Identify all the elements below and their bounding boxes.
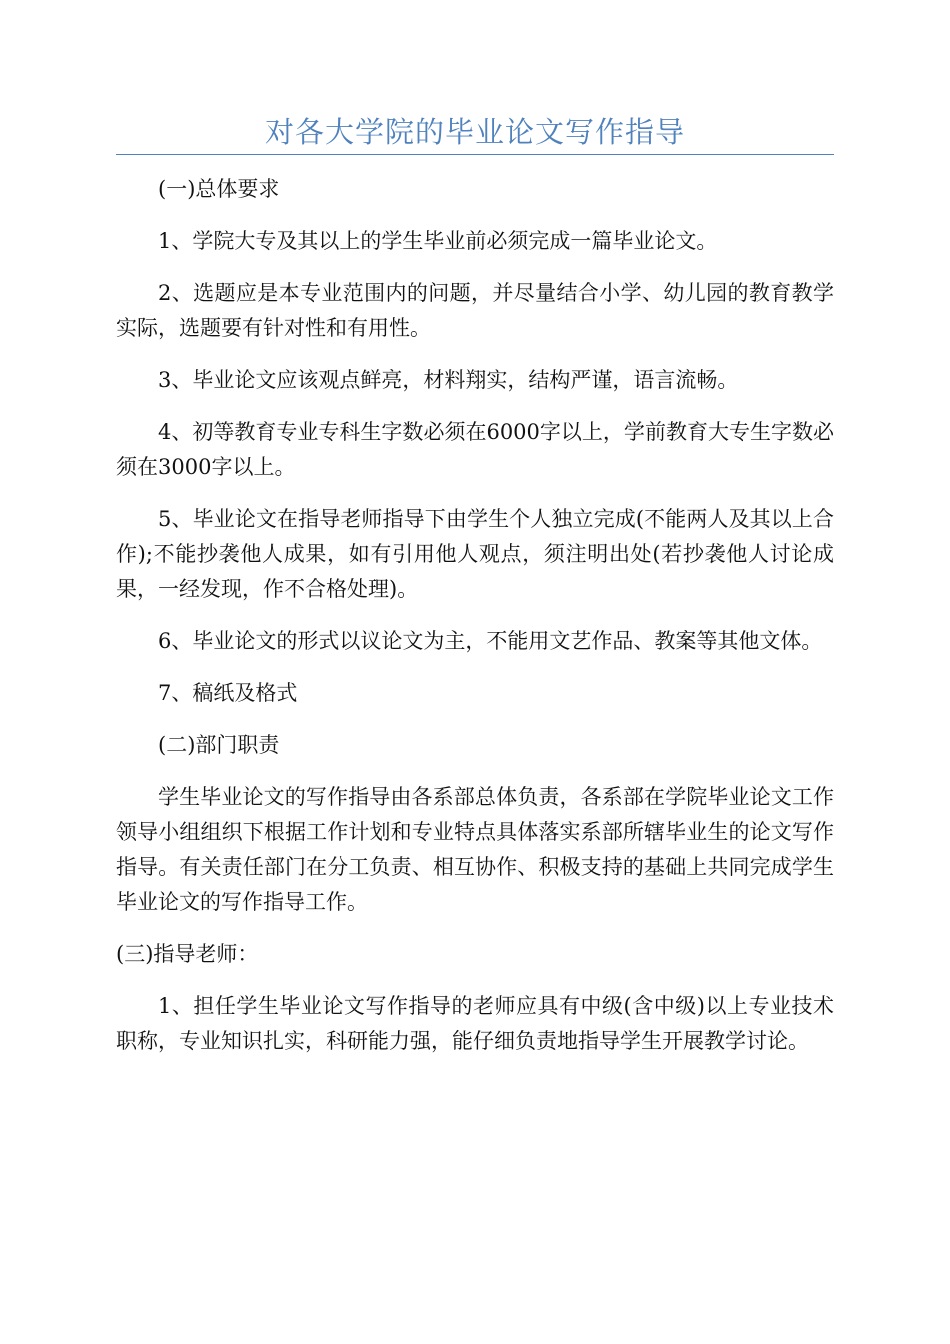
paragraph: 1、担任学生毕业论文写作指导的老师应具有中级(含中级)以上专业技术职称，专业知识扎实，科研能力强，能仔细负责地指导学生开展教学讨论。 — [116, 994, 834, 1053]
title-underline — [116, 154, 834, 155]
paragraph: 6、毕业论文的形式以议论文为主，不能用文艺作品、教案等其他文体。 — [158, 629, 823, 653]
paragraph: 学生毕业论文的写作指导由各系部总体负责，各系部在学院毕业论文工作领导小组组织下根据工作计划和专业特点具体落实系部所辖毕业生的论文写作指导。有关责任部门在分工负责、相互协作、积极支持的基础上共同完成学生毕业论文的写作指导工作。 — [116, 785, 834, 914]
paragraph: 4、初等教育专业专科生字数必须在6000字以上，学前教育大专生字数必须在3000字以上。 — [116, 420, 834, 479]
document-title: 对各大学院的毕业论文写作指导 — [264, 115, 685, 149]
paragraph: 7、稿纸及格式 — [158, 681, 298, 705]
section-heading-responsibilities: (二)部门职责 — [158, 733, 280, 757]
paragraph: 3、毕业论文应该观点鲜亮，材料翔实，结构严谨，语言流畅。 — [158, 368, 739, 392]
section-heading-general: (一)总体要求 — [158, 177, 280, 201]
paragraph: 5、毕业论文在指导老师指导下由学生个人独立完成(不能两人及其以上合作);不能抄袭他人成果，如有引用他人观点，须注明出处(若抄袭他人讨论成果，一经发现，作不合格处理)。 — [116, 507, 834, 601]
document-body — [116, 172, 834, 1076]
paragraph: 1、学院大专及其以上的学生毕业前必须完成一篇毕业论文。 — [158, 229, 718, 253]
section-heading-advisors: (三)指导老师： — [116, 942, 259, 966]
paragraph: 2、选题应是本专业范围内的问题，并尽量结合小学、幼儿园的教育教学实际，选题要有针对性和有用性。 — [116, 281, 834, 340]
